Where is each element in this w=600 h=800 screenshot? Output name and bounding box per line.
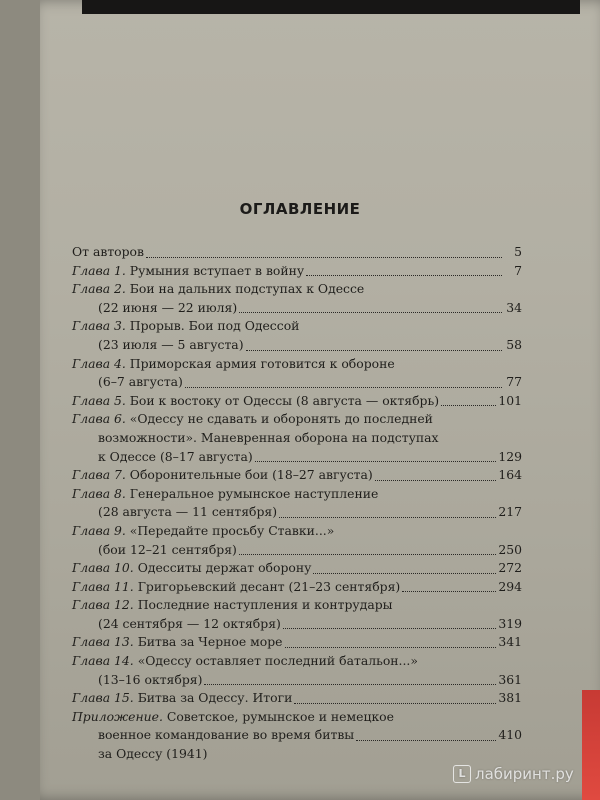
toc-line — [72, 336, 522, 355]
page-number: 217 — [498, 504, 522, 520]
entry-title: Приморская армия готовится к обороне — [129, 355, 395, 371]
entry-title: «Одессу оставляет последний батальон...» — [137, 653, 418, 669]
leader-dots — [255, 451, 497, 462]
toc-entry — [72, 262, 522, 281]
entry-title: «Передайте просьбу Ставки...» — [129, 522, 335, 538]
toc-line — [72, 262, 522, 281]
entry-title: (22 июня — 22 июля) — [98, 299, 238, 315]
toc-line — [72, 392, 522, 411]
page-number: 341 — [498, 634, 522, 650]
page-number: 129 — [498, 448, 522, 464]
leader-dots — [239, 302, 502, 313]
toc-line — [72, 633, 522, 652]
leader-dots — [402, 581, 496, 592]
toc-entry — [72, 596, 522, 633]
chapter-label: Глава 5. — [72, 392, 126, 408]
toc-line — [72, 355, 522, 374]
toc-line — [72, 280, 522, 299]
toc-entry — [72, 522, 522, 559]
entry-title: Советское, румынское и немецкое — [166, 708, 394, 724]
leader-dots — [246, 340, 502, 351]
entry-title: (23 июля — 5 августа) — [98, 336, 244, 352]
toc-line — [72, 652, 522, 671]
page-number: 272 — [498, 560, 522, 576]
toc-entry — [72, 392, 522, 411]
toc-entry — [72, 578, 522, 597]
entry-title: (13–16 октября) — [98, 671, 203, 687]
page-number: 77 — [506, 374, 522, 390]
entry-title: Румыния вступает в войну — [129, 262, 305, 278]
red-cover-edge — [582, 690, 600, 800]
chapter-label: Глава 12. — [72, 597, 134, 613]
leader-dots — [204, 674, 496, 685]
toc-line — [72, 615, 522, 634]
leader-dots — [306, 265, 502, 276]
entry-title: военное командование во время битвы — [98, 727, 355, 743]
chapter-label: Глава 2. — [72, 281, 126, 297]
toc-line — [72, 429, 522, 448]
toc-line — [72, 373, 522, 392]
entry-title: Одесситы держат оборону — [137, 560, 312, 576]
labirint-logo-icon: L — [453, 765, 471, 783]
toc-line — [72, 485, 522, 504]
entry-title: Бои к востоку от Одессы (8 августа — октябрь) — [129, 392, 440, 408]
chapter-label: Глава 15. — [72, 690, 134, 706]
page-number: 381 — [498, 690, 522, 706]
chapter-label: Глава 6. — [72, 411, 126, 427]
chapter-label: Глава 1. — [72, 262, 126, 278]
entry-title: Битва за Одессу. Итоги — [137, 690, 293, 706]
page-number: 7 — [514, 262, 522, 278]
chapter-label: Глава 13. — [72, 634, 134, 650]
leader-dots — [294, 693, 496, 704]
page-number: 164 — [498, 467, 522, 483]
toc-line — [72, 708, 522, 727]
toc-entry — [72, 410, 522, 466]
entry-title: Григорьевский десант (21–23 сентября) — [137, 578, 401, 594]
toc-entry — [72, 485, 522, 522]
leader-dots — [283, 618, 497, 629]
page-number: 361 — [498, 671, 522, 687]
leader-dots — [239, 544, 496, 555]
chapter-label: Глава 11. — [72, 578, 134, 594]
page-number: 34 — [506, 299, 522, 315]
entry-title: (бои 12–21 сентября) — [98, 541, 237, 557]
entry-title: Оборонительные бои (18–27 августа) — [129, 467, 373, 483]
toc-line — [72, 503, 522, 522]
entry-title: (24 сентября — 12 октября) — [98, 615, 281, 631]
toc-line — [72, 243, 522, 262]
page-number: 101 — [498, 392, 522, 408]
table-of-contents — [72, 243, 522, 764]
leader-dots — [356, 730, 496, 741]
toc-entry — [72, 652, 522, 689]
entry-title: (28 августа — 11 сентября) — [98, 504, 278, 520]
toc-entry — [72, 317, 522, 354]
chapter-label: Глава 7. — [72, 467, 126, 483]
leader-dots — [441, 395, 496, 406]
toc-entry — [72, 708, 522, 764]
chapter-label: Глава 3. — [72, 318, 126, 334]
toc-line — [72, 689, 522, 708]
entry-title: возможности». Маневренная оборона на подступах — [98, 429, 439, 445]
toc-line — [72, 299, 522, 318]
toc-entry — [72, 559, 522, 578]
leader-dots — [146, 247, 502, 258]
toc-line — [72, 448, 522, 467]
leader-dots — [375, 470, 497, 481]
entry-title: за Одессу (1941) — [98, 746, 208, 762]
toc-line — [72, 317, 522, 336]
entry-title: От авторов — [72, 244, 144, 259]
toc-entry — [72, 280, 522, 317]
entry-title: (6–7 августа) — [98, 374, 183, 390]
top-rule — [82, 0, 580, 14]
toc-line — [72, 522, 522, 541]
chapter-label: Приложение. — [72, 708, 163, 724]
entry-title: «Одессу не сдавать и оборонять до последней — [129, 411, 433, 427]
toc-entry — [72, 689, 522, 708]
leader-dots — [285, 637, 497, 648]
toc-line — [72, 671, 522, 690]
chapter-label: Глава 8. — [72, 485, 126, 501]
entry-title: Бои на дальних подступах к Одессе — [129, 281, 365, 297]
toc-line — [72, 559, 522, 578]
toc-entry — [72, 243, 522, 262]
leader-dots — [185, 377, 502, 388]
watermark — [453, 765, 574, 783]
toc-line — [72, 541, 522, 560]
toc-line — [72, 726, 522, 745]
toc-line — [72, 745, 522, 764]
chapter-label: Глава 14. — [72, 653, 134, 669]
toc-entry — [72, 466, 522, 485]
entry-title: к Одессе (8–17 августа) — [98, 448, 253, 464]
toc-line — [72, 578, 522, 597]
leader-dots — [313, 563, 496, 574]
watermark-text: лабиринт.ру — [475, 765, 574, 783]
chapter-label: Глава 4. — [72, 355, 126, 371]
page-number: 294 — [498, 578, 522, 594]
page-number: 319 — [498, 615, 522, 631]
page-number: 410 — [498, 727, 522, 743]
page-number: 250 — [498, 541, 522, 557]
entry-title: Битва за Черное море — [137, 634, 283, 650]
entry-title: Генеральное румынское наступление — [129, 485, 379, 501]
chapter-label: Глава 10. — [72, 560, 134, 576]
toc-line — [72, 410, 522, 429]
toc-line — [72, 596, 522, 615]
chapter-label: Глава 9. — [72, 522, 126, 538]
toc-line — [72, 466, 522, 485]
entry-title: Прорыв. Бои под Одессой — [129, 318, 300, 334]
toc-heading: ОГЛАВЛЕНИЕ — [239, 200, 361, 218]
toc-entry — [72, 355, 522, 392]
leader-dots — [279, 507, 496, 518]
page-number: 58 — [506, 336, 522, 352]
entry-title: Последние наступления и контрудары — [137, 597, 393, 613]
toc-entry — [72, 633, 522, 652]
page-number: 5 — [514, 244, 522, 259]
